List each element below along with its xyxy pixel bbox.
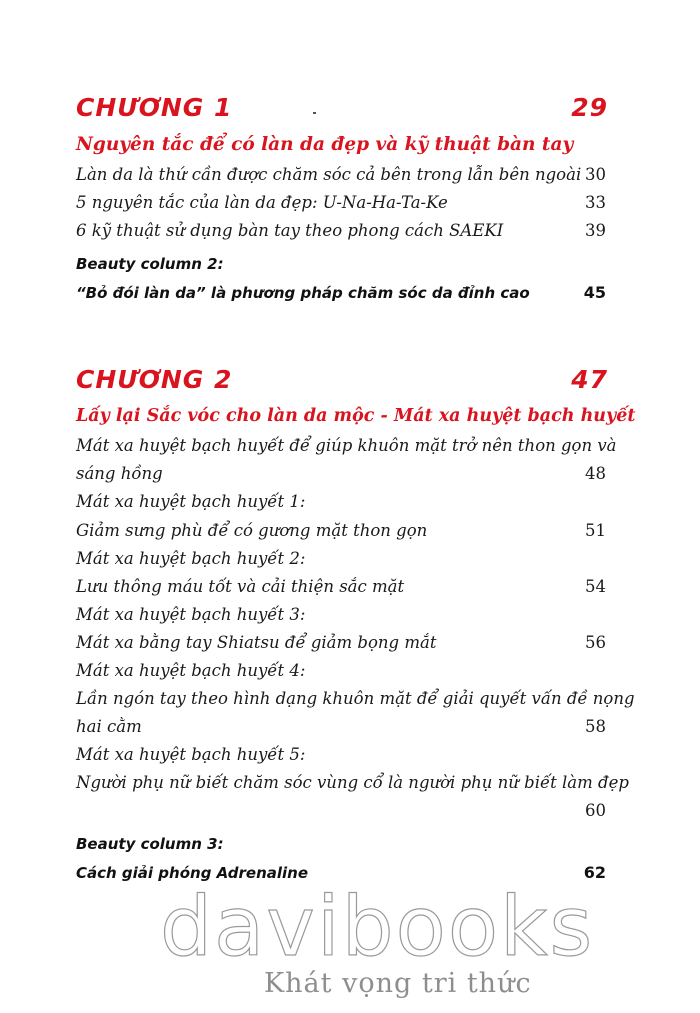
toc-entry[interactable] (76, 436, 617, 455)
beauty-column-2-text[interactable]: “Bỏ đói làn da” là phương pháp chăm sóc da đỉnh cao (76, 284, 530, 302)
toc-entry-page: 39 (585, 221, 606, 240)
toc-entry-page: 33 (585, 193, 606, 212)
chapter-1-title: CHƯƠNG 1 (76, 93, 233, 122)
toc-entry-continued[interactable] (76, 689, 635, 708)
chapter-2-heading: Lấy lại Sắc vóc cho làn da mộc - Mát xa huyệt bạch huyết (76, 406, 636, 426)
toc-entry[interactable] (76, 661, 606, 680)
toc-entry-text: Mát xa huyệt bạch huyết 1: (76, 492, 306, 511)
toc-entry-text: Mát xa huyệt bạch huyết 3: (76, 605, 306, 624)
scan-speck (313, 112, 316, 114)
toc-entry[interactable] (76, 193, 606, 212)
toc-entry-continued[interactable] (76, 633, 606, 652)
chapter-1-page: 29 (571, 93, 608, 122)
toc-entry-text: Lưu thông máu tốt và cải thiện sắc mặt (76, 577, 405, 596)
toc-entry[interactable] (76, 492, 606, 511)
toc-entry-page: 56 (585, 633, 606, 652)
chapter-2-title: CHƯƠNG 2 (76, 365, 233, 394)
toc-entry-text: Người phụ nữ biết chăm sóc vùng cổ là người phụ nữ biết làm đẹp (76, 773, 629, 792)
chapter-1-heading: Nguyên tắc để có làn da đẹp và kỹ thuật bàn tay (76, 134, 574, 155)
beauty-column-2-page: 45 (583, 283, 606, 302)
toc-entry-text: Mát xa huyệt bạch huyết 2: (76, 549, 306, 568)
toc-entry-text: Mát xa huyệt bạch huyết để giúp khuôn mặt trở nên thon gọn và (76, 436, 617, 455)
beauty-column-3-label: Beauty column 3: (76, 835, 224, 853)
chapter-2-page: 47 (571, 365, 608, 394)
toc-entry-text: Mát xa bằng tay Shiatsu để giảm bọng mắt (76, 633, 437, 652)
toc-entry-text: Lần ngón tay theo hình dạng khuôn mặt để giải quyết vấn đề nọng (76, 689, 635, 708)
toc-entry[interactable] (76, 745, 606, 764)
toc-entry-continued[interactable] (76, 773, 629, 792)
toc-entry-continued[interactable] (76, 521, 606, 540)
toc-entry-page: 58 (585, 717, 606, 736)
toc-entry-text: sáng hồng (76, 464, 163, 483)
toc-entry-page: 30 (585, 165, 606, 184)
toc-entry[interactable] (76, 549, 606, 568)
beauty-column-3-page: 62 (583, 863, 606, 882)
toc-entry-text: hai cằm (76, 717, 142, 736)
beauty-column-2-label: Beauty column 2: (76, 255, 224, 273)
toc-entry-text: Giảm sưng phù để có gương mặt thon gọn (76, 521, 428, 540)
toc-entry[interactable] (76, 605, 606, 624)
toc-entry-page: 48 (585, 464, 606, 483)
toc-entry-text: Mát xa huyệt bạch huyết 4: (76, 661, 306, 680)
toc-entry-text: Làn da là thứ cần được chăm sóc cả bên trong lẫn bên ngoài (76, 165, 582, 184)
toc-entry-page: 54 (585, 577, 606, 596)
watermark-tagline: Khát vọng tri thức (264, 968, 532, 999)
toc-entry[interactable] (76, 221, 606, 240)
toc-entry-continued[interactable] (76, 717, 606, 736)
toc-entry-text: 6 kỹ thuật sử dụng bàn tay theo phong cách SAEKI (76, 221, 504, 240)
toc-entry-continued[interactable] (76, 577, 606, 596)
toc-entry-text: Mát xa huyệt bạch huyết 5: (76, 745, 306, 764)
beauty-column-3-text[interactable]: Cách giải phóng Adrenaline (76, 864, 309, 882)
watermark-brand: davibooks (160, 880, 595, 975)
toc-entry[interactable] (76, 165, 606, 184)
toc-entry-text: 5 nguyên tắc của làn da đẹp: U-Na-Ha-Ta-Ke (76, 193, 448, 212)
toc-entry-page: 60 (585, 801, 606, 820)
toc-entry-page: 51 (585, 521, 606, 540)
toc-entry-continued[interactable] (76, 464, 606, 483)
